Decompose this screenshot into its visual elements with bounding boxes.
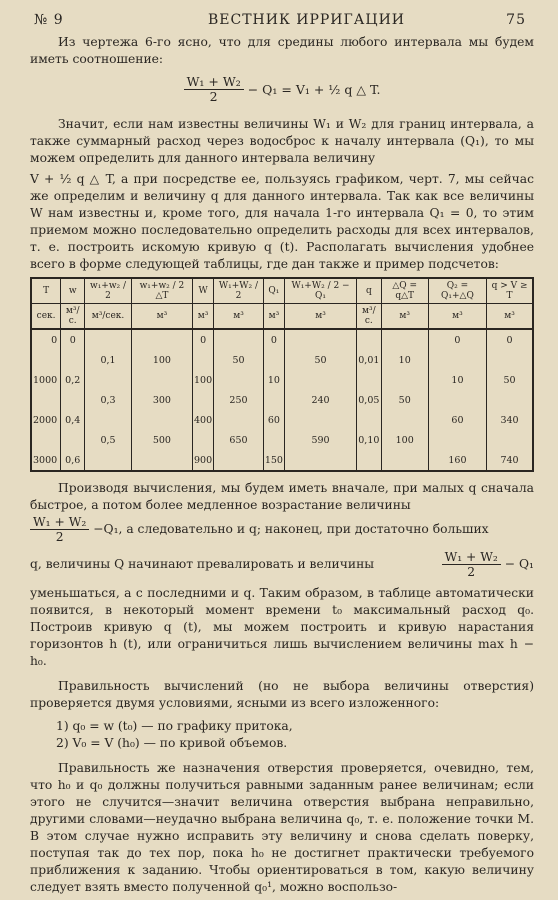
eq2-rest: −Q₁, а следовательно и q; наконец, при достаточно больших xyxy=(93,522,489,536)
table-cell: 0 xyxy=(61,329,85,350)
table-cell: 60 xyxy=(428,410,486,430)
paragraph-2: Значит, если нам известны величины W₁ и W₂ для границ интервала, а также суммарный расход через водосброс к началу интервала (Q₁), то мы можем определить для данного интервала величину xyxy=(30,117,534,165)
table-units-row xyxy=(31,304,533,330)
table-cell xyxy=(61,350,85,370)
table-cell xyxy=(284,450,356,471)
table-cell: 0,5 xyxy=(85,430,132,450)
table-cell xyxy=(31,390,61,410)
table-cell: 0,4 xyxy=(61,410,85,430)
table-row xyxy=(31,430,533,450)
table-cell: 650 xyxy=(214,430,264,450)
table-cell xyxy=(214,329,264,350)
eq3-numerator: W₁ + W₂ xyxy=(442,550,501,565)
table-cell: 0,05 xyxy=(357,390,382,410)
table-header-cell: W₁+W₂ / 2 − Q₁ xyxy=(284,278,356,304)
table-cell: 50 xyxy=(214,350,264,370)
table-cell xyxy=(193,350,214,370)
issue-number: № 9 xyxy=(34,12,64,28)
table-cell: 3000 xyxy=(33,454,58,466)
table-cell: 1000 xyxy=(33,374,58,386)
equation-2 xyxy=(30,515,534,544)
table-cell xyxy=(85,370,132,390)
paragraph-3: V + ½ q △ T, а при посредстве ее, пользуясь графиком, черт. 7, мы сейчас же определим и величину q для данного интервала. Так как все величины W нам известны и, кроме того, для начала 1-го интервала Q₁ = 0, то этим приемом можно последовательно определить расходы для всех интервалов, т. е. построить искомую кривую q (t). Располагать вычисления удобнее всего в форме следующей таблицы, где дан также и пример подсчетов: xyxy=(30,172,534,271)
eq1-denominator: 2 xyxy=(209,89,218,104)
table-unit-cell: м³/сек. xyxy=(85,304,132,330)
table-cell: 0,1 xyxy=(85,350,132,370)
table-header-cell: T xyxy=(31,278,61,304)
eq1-numerator: W₁ + W₂ xyxy=(184,75,244,90)
table-unit-cell: м³ xyxy=(263,304,284,330)
table-cell xyxy=(357,370,382,390)
table-cell: 100 xyxy=(131,350,192,370)
paragraph-6: Правильность же назначения отверстия проверяется, очевидно, тем, что h₀ и q₀ должны получиться равными заданным ранее величинам; если этого не случится—значит величина отверстия выбрана неправильно, другими словами—неудачно выбрана величина q₀, т. е. положение точки М. В этом случае нужно исправить эту величину и снова сделать поверку, поступая так до тех пор, пока h₀ не достигнет практически требуемого приближения к заданию. Чтобы ориентироваться в том, какую величину следует взять вместо полученной q₀¹, можно воспользо- xyxy=(30,761,534,894)
table-unit-cell: м³/с. xyxy=(357,304,382,330)
table-cell xyxy=(214,370,264,390)
table-cell: 0,10 xyxy=(357,430,382,450)
table-cell: 900 xyxy=(193,450,214,471)
table-unit-cell: м³/с. xyxy=(61,304,85,330)
table-cell xyxy=(381,370,428,390)
table-cell: 0 xyxy=(487,329,533,350)
table-row xyxy=(31,370,533,390)
calculation-table xyxy=(30,277,534,472)
table-cell: 60 xyxy=(263,410,284,430)
table-unit-cell: м³ xyxy=(214,304,264,330)
table-cell: 0,2 xyxy=(61,370,85,390)
table-cell: 160 xyxy=(428,450,486,471)
journal-title: ВЕСТНИК ИРРИГАЦИИ xyxy=(208,12,406,28)
table-cell: 590 xyxy=(284,430,356,450)
table-cell xyxy=(214,410,264,430)
table-cell xyxy=(61,390,85,410)
table-cell: 0,6 xyxy=(61,450,85,471)
table-unit-cell: м³ xyxy=(131,304,192,330)
table-row xyxy=(31,329,533,350)
paragraph-5: Правильность вычислений (но не выбора величины отверстия) проверяется двумя условиями, ясными из всего изложенного: xyxy=(30,679,534,710)
table-header-row xyxy=(31,278,533,304)
table-cell xyxy=(284,370,356,390)
table-cell xyxy=(428,390,486,410)
table-cell xyxy=(61,430,85,450)
paragraph-4c: уменьшаться, а с последними и q. Таким образом, в таблице автоматически появится, в некоторый момент времени t₀ максимальный расход q₀. Построив кривую q (t), мы можем построить и кривую нарастания горизонтов h (t), или ограничиться лишь вычислением величины max h − h₀. xyxy=(30,586,534,668)
equation-1 xyxy=(30,75,534,107)
table-header-cell: Q₂ = Q₁+△Q xyxy=(428,278,486,304)
table-unit-cell: м³ xyxy=(487,304,533,330)
table-cell xyxy=(381,450,428,471)
table-row xyxy=(31,350,533,370)
table-unit-cell: м³ xyxy=(284,304,356,330)
table-cell: 150 xyxy=(263,450,284,471)
table-cell xyxy=(131,450,192,471)
equation-3-line xyxy=(30,550,534,579)
table-unit-cell: м³ xyxy=(381,304,428,330)
eq3-denominator: 2 xyxy=(467,565,476,579)
table-row xyxy=(31,410,533,430)
eq1-rest: − Q₁ = V₁ + ½ q △ T. xyxy=(247,82,381,97)
eq3-rest: − Q₁ xyxy=(504,557,534,571)
table-cell xyxy=(31,430,61,450)
table-cell: 500 xyxy=(131,430,192,450)
table-header-cell: w₁+w₂ / 2 △T xyxy=(131,278,192,304)
paragraph-1: Из чертежа 6-го ясно, что для средины любого интервала мы будем иметь соотношение: xyxy=(30,35,534,66)
table-cell xyxy=(193,430,214,450)
table-cell: 250 xyxy=(214,390,264,410)
list-item: 1) q₀ = w (t₀) — по графику притока, xyxy=(56,719,293,733)
paragraph-4a: Производя вычисления, мы будем иметь вначале, при малых q сначала быстрое, а потом более медленное возрастание величины xyxy=(30,481,534,512)
table-cell xyxy=(381,329,428,350)
table-cell xyxy=(284,329,356,350)
table-cell: 400 xyxy=(193,410,214,430)
table-cell: 10 xyxy=(381,350,428,370)
table-cell: 2000 xyxy=(33,414,58,426)
table-header-cell: W xyxy=(193,278,214,304)
table-cell xyxy=(85,329,132,350)
table-unit-cell: м³ xyxy=(428,304,486,330)
table-cell: 300 xyxy=(131,390,192,410)
eq2-denominator: 2 xyxy=(55,530,64,544)
table-cell xyxy=(357,329,382,350)
table-header-cell: W₁+W₂ / 2 xyxy=(214,278,264,304)
table-header-cell: Q₁ xyxy=(263,278,284,304)
table-header-cell: w xyxy=(61,278,85,304)
table-cell: 340 xyxy=(487,410,533,430)
table-cell xyxy=(131,410,192,430)
table-unit-cell: сек. xyxy=(31,304,61,330)
table-cell xyxy=(357,410,382,430)
table-header-cell: q xyxy=(357,278,382,304)
table-cell xyxy=(487,390,533,410)
table-cell: 100 xyxy=(193,370,214,390)
table-cell xyxy=(131,370,192,390)
table-cell xyxy=(85,450,132,471)
table-cell: 0 xyxy=(51,334,58,346)
table-cell: 0 xyxy=(193,329,214,350)
list-item: 2) V₀ = V (h₀) — по кривой объемов. xyxy=(56,736,288,750)
table-cell: 240 xyxy=(284,390,356,410)
table-cell: 740 xyxy=(487,450,533,471)
paragraph-4b: q, величины Q начинают превалировать и величины xyxy=(30,557,375,571)
table-cell xyxy=(487,430,533,450)
table-cell xyxy=(284,410,356,430)
page-header xyxy=(30,8,534,34)
page-number: 75 xyxy=(506,12,526,28)
table-cell xyxy=(263,350,284,370)
table-header-cell: △Q = q△T xyxy=(381,278,428,304)
table-cell: 10 xyxy=(263,370,284,390)
table-cell xyxy=(85,410,132,430)
table-cell xyxy=(263,430,284,450)
table-cell xyxy=(428,350,486,370)
table-cell: 50 xyxy=(487,370,533,390)
table-cell xyxy=(381,410,428,430)
table-cell: 0 xyxy=(428,329,486,350)
table-cell xyxy=(357,450,382,471)
table-cell xyxy=(214,450,264,471)
table-row xyxy=(31,390,533,410)
table-header-cell: w₁+w₂ / 2 xyxy=(85,278,132,304)
table-cell xyxy=(193,390,214,410)
table-header-cell: q > V ≥ T xyxy=(487,278,533,304)
table-cell: 100 xyxy=(381,430,428,450)
conditions-list xyxy=(30,718,534,752)
table-cell: 50 xyxy=(284,350,356,370)
table-cell xyxy=(131,329,192,350)
table-cell: 10 xyxy=(428,370,486,390)
table-row xyxy=(31,450,533,471)
table-unit-cell: м³ xyxy=(193,304,214,330)
table-body xyxy=(31,329,533,471)
table-cell xyxy=(31,350,61,370)
table-cell: 50 xyxy=(381,390,428,410)
table-cell: 0 xyxy=(263,329,284,350)
table-cell xyxy=(487,350,533,370)
eq2-numerator: W₁ + W₂ xyxy=(30,515,89,530)
table-cell: 0,3 xyxy=(85,390,132,410)
table-cell xyxy=(263,390,284,410)
table-cell: 0,01 xyxy=(357,350,382,370)
table-cell xyxy=(428,430,486,450)
